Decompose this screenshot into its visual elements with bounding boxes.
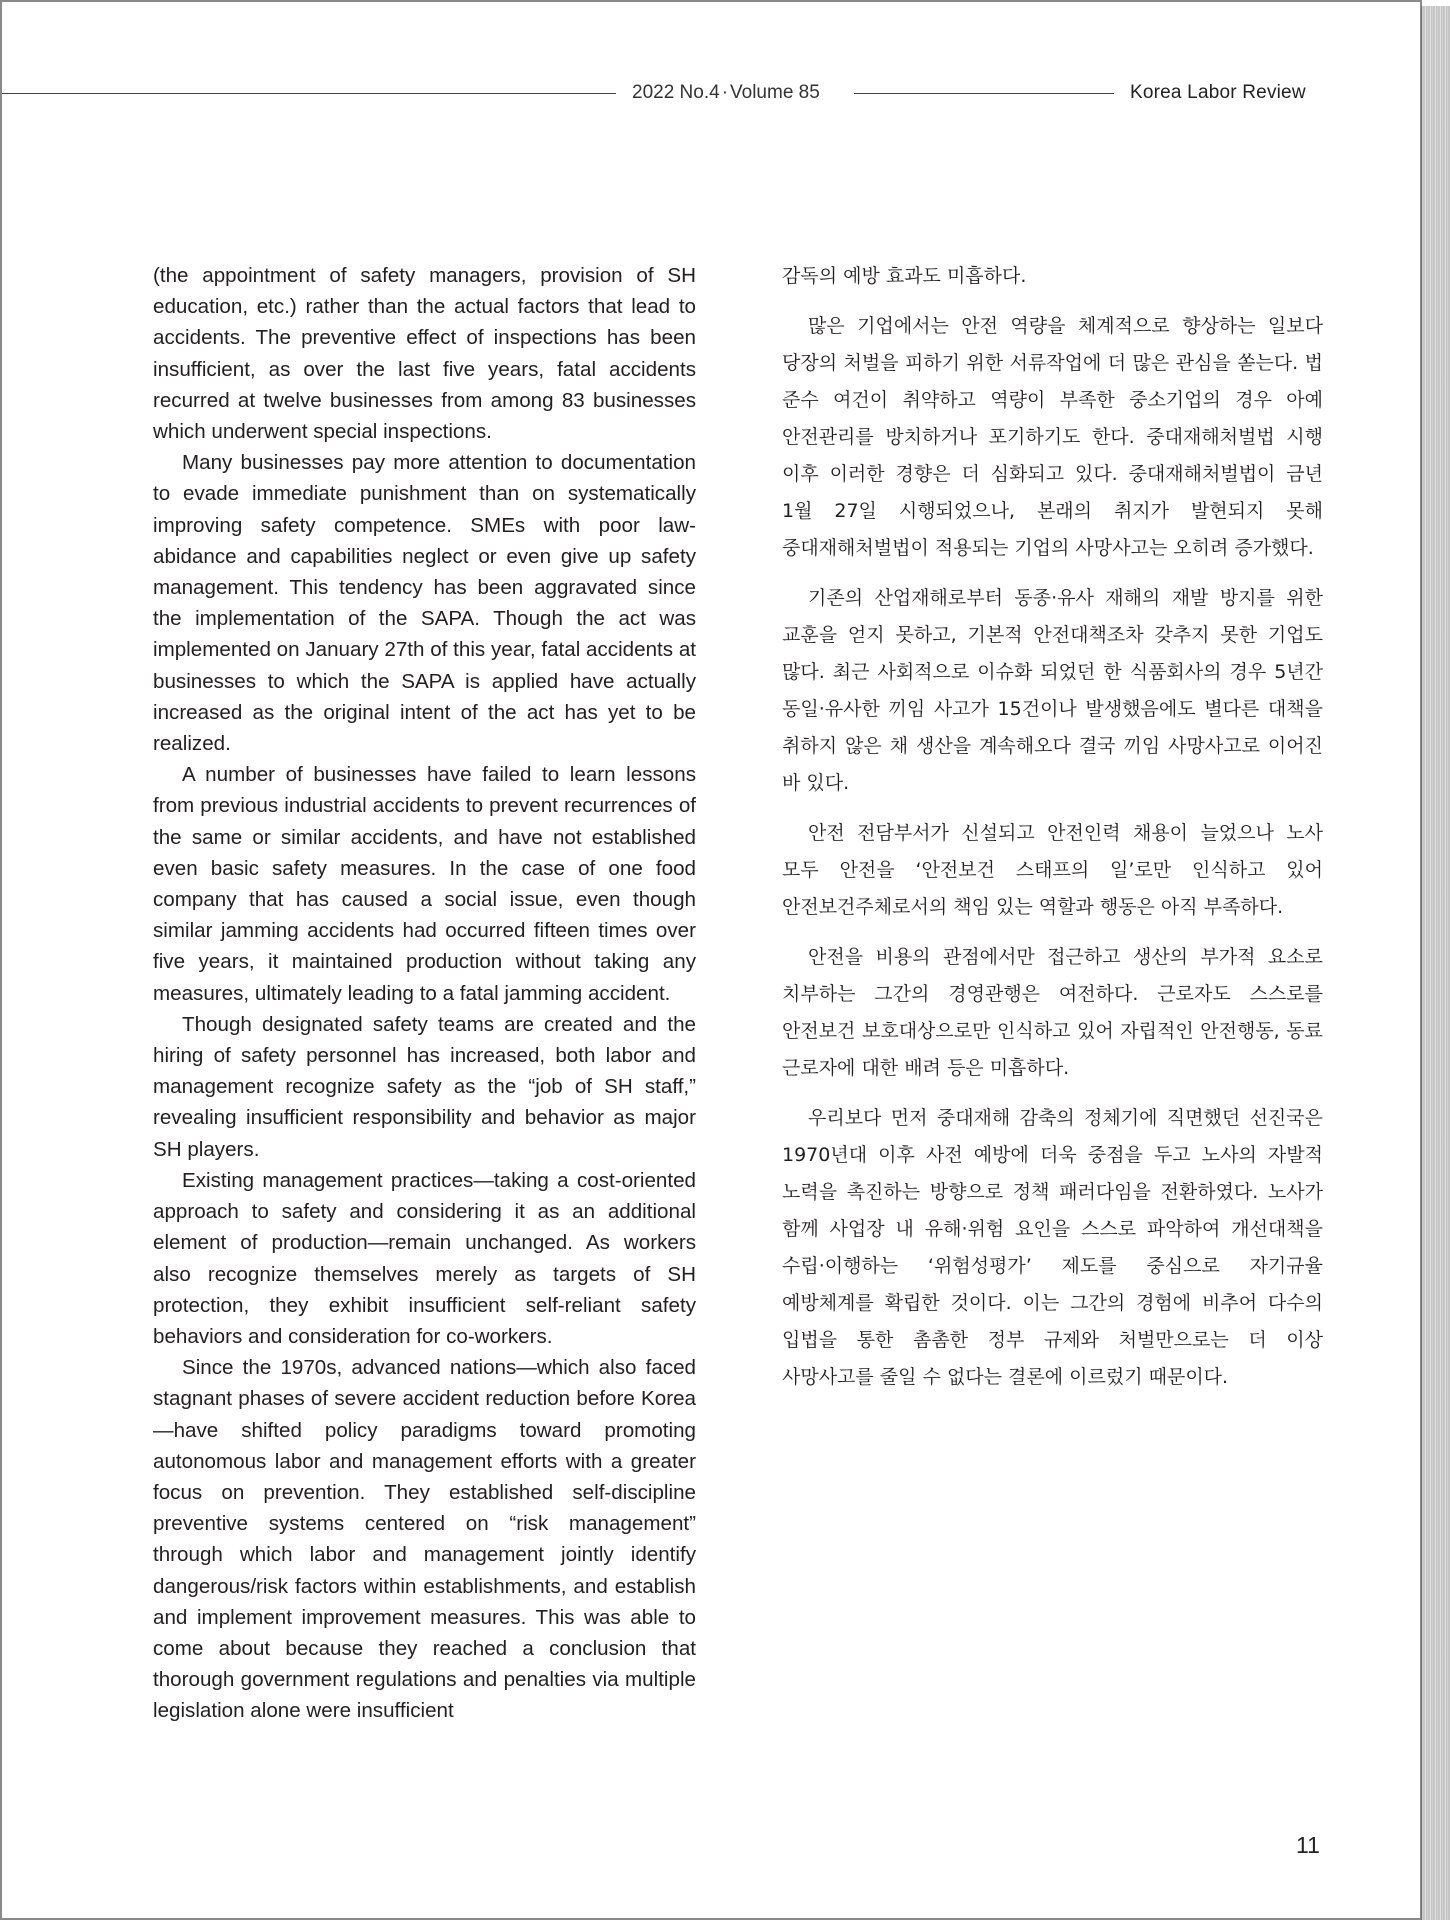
korean-text-column	[782, 258, 1323, 1409]
english-paragraph: A number of businesses have failed to learn lessons from previous industrial accidents to prevent recurrences of the same or similar accidents, and have not established even basic safety measures. In the case of one food company that has caused a social issue, even though similar jamming accidents had occurred fifteen times over five years, it maintained production without taking any measures, ultimately leading to a fatal jamming accident.	[153, 763, 696, 1005]
korean-paragraph: 감독의 예방 효과도 미흡하다.	[782, 265, 1027, 287]
english-paragraph: (the appointment of safety managers, provision of SH education, etc.) rather than the actual factors that lead to accidents. The preventive effect of inspections has been insufficient, as over the last five years, fatal accidents recurred at twelve businesses from among 83 businesses which underwent special inspections.	[153, 264, 696, 444]
english-paragraph: Existing management practices—taking a cost-oriented approach to safety and considering it as an additional element of production—remain unchanged. As workers also recognize themselves merely as targets of SH protection, they exhibit insufficient self-reliant safety behaviors and consideration for co-workers.	[153, 1168, 696, 1348]
korean-paragraph: 안전 전담부서가 신설되고 안전인력 채용이 늘었으나 노사 모두 안전을 ‘안전보건 스태프의 일’로만 인식하고 있어 안전보건주체로서의 책임 있는 역할과 행동은 아직 부족하다.	[782, 822, 1323, 918]
running-header	[2, 82, 1422, 106]
journal-title: Korea Labor Review	[1130, 82, 1306, 103]
issue-separator: ·	[721, 82, 729, 103]
issue-volume: Volume 85	[730, 82, 820, 103]
english-paragraph: Many businesses pay more attention to documentation to evade immediate punishment than on systematically improving safety competence. SMEs with poor law-abidance and capabilities neglect or even give up safety management. This tendency has been aggravated since the implementation of the SAPA. Though the act was implemented on January 27th of this year, fatal accidents at businesses to which the SAPA is applied have actually increased as the original intent of the act has yet to be realized.	[153, 451, 696, 756]
korean-paragraph: 안전을 비용의 관점에서만 접근하고 생산의 부가적 요소로 치부하는 그간의 경영관행은 여전하다. 근로자도 스스로를 안전보건 보호대상으로만 인식하고 있어 자립적인 안전행동, 동료 근로자에 대한 배려 등은 미흡하다.	[782, 946, 1323, 1079]
page-stack-edge	[1421, 6, 1450, 1920]
header-rule-left	[2, 93, 616, 94]
korean-paragraph: 우리보다 먼저 중대재해 감축의 정체기에 직면했던 선진국은 1970년대 이후 사전 예방에 더욱 중점을 두고 노사의 자발적 노력을 촉진하는 방향으로 정책 패러다임을 전환하였다. 노사가 함께 사업장 내 유해·위험 요인을 스스로 파악하여 개선대책을 수립·이행하는 ‘위험성평가’ 제도를 중심으로 자기규율 예방체계를 확립한 것이다. 이는 그간의 경험에 비추어 다수의 입법을 통한 촘촘한 정부 규제와 처벌만으로는 더 이상 사망사고를 줄일 수 없다는 결론에 이르렀기 때문이다.	[782, 1107, 1323, 1388]
issue-year-number: 2022 No.4	[632, 82, 720, 103]
english-text-column	[153, 260, 696, 1727]
issue-info	[632, 82, 842, 104]
korean-paragraph: 기존의 산업재해로부터 동종·유사 재해의 재발 방지를 위한 교훈을 얻지 못하고, 기본적 안전대책조차 갖추지 못한 기업도 많다. 최근 사회적으로 이슈화 되었던 한 식품회사의 경우 5년간 동일·유사한 끼임 사고가 15건이나 발생했음에도 별다른 대책을 취하지 않은 채 생산을 계속해오다 결국 끼임 사망사고로 이어진 바 있다.	[782, 587, 1323, 794]
korean-paragraph: 많은 기업에서는 안전 역량을 체계적으로 향상하는 일보다 당장의 처벌을 피하기 위한 서류작업에 더 많은 관심을 쏟는다. 법 준수 여건이 취약하고 역량이 부족한 중소기업의 경우 아예 안전관리를 방치하거나 포기하기도 한다. 중대재해처벌법 시행 이후 이러한 경향은 더 심화되고 있다. 중대재해처벌법이 금년 1월 27일 시행되었으나, 본래의 취지가 발현되지 못해 중대재해처벌법이 적용되는 기업의 사망사고는 오히려 증가했다.	[782, 315, 1323, 559]
english-paragraph: Though designated safety teams are created and the hiring of safety personnel has increased, both labor and management recognize safety as the “job of SH staff,” revealing insufficient responsibility and behavior as major SH players.	[153, 1012, 696, 1161]
english-paragraph: Since the 1970s, advanced nations—which also faced stagnant phases of severe accident reduction before Korea—have shifted policy paradigms toward promoting autonomous labor and management efforts with a greater focus on prevention. They established self-discipline preventive systems centered on “risk management” through which labor and management jointly identify dangerous/risk factors within establishments, and establish and implement improvement measures. This was able to come about because they reached a conclusion that thorough government regulations and penalties via multiple legislation alone were insufficient	[153, 1356, 696, 1723]
header-rule-right	[854, 93, 1114, 94]
page-number: 11	[1296, 1832, 1320, 1858]
